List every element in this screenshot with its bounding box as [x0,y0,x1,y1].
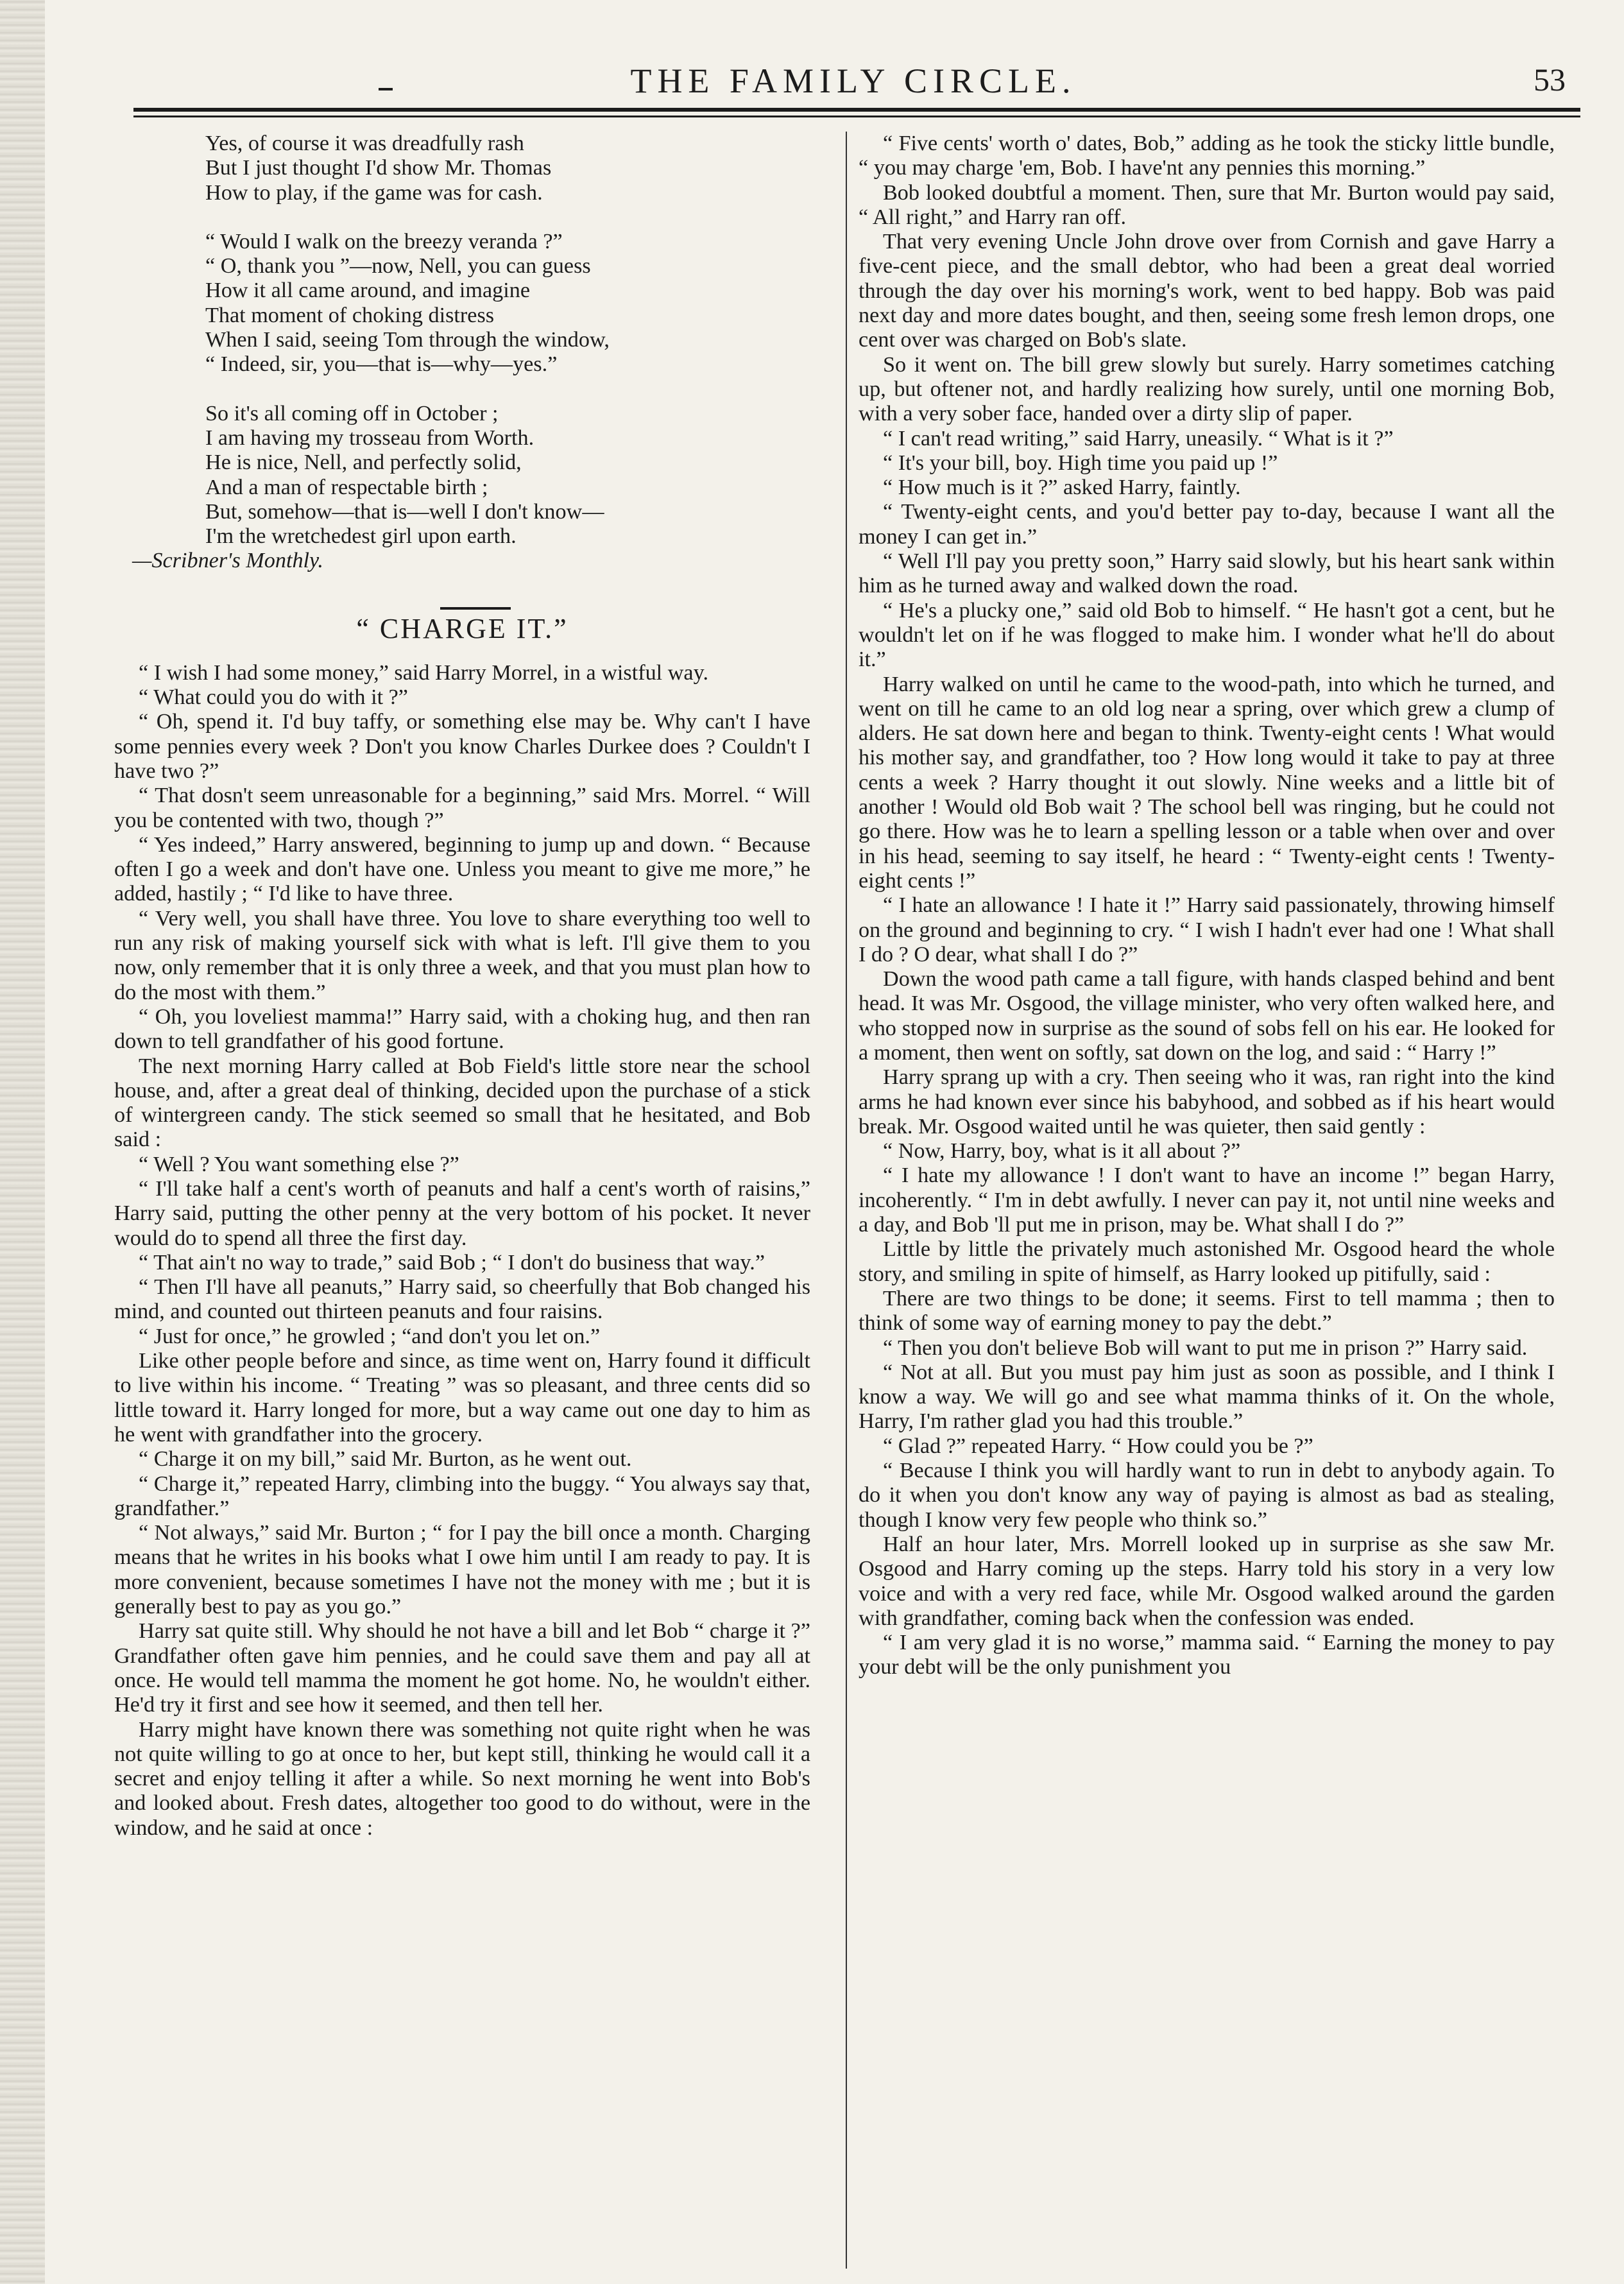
paragraph: That very evening Uncle John drove over from Cornish and gave Harry a five-cent piece, and the small debtor, who had been a great deal worried through the day over his morning's work, went to bed happy. Bob was paid next day and more dates bought, and then, seeing some fresh lemon drops, one cent over was charged on Bob's slate. [859,230,1555,352]
paragraph: “ Not always,” said Mr. Burton ; “ for I pay the bill once a month. Charging means that he writes in his books what I owe him until I am ready to pay. It is more convenient, because sometimes I have not the money with me ; but it is generally best to pay as you go.” [114,1521,810,1619]
page-header [128,61,1578,106]
paragraph: “ Glad ?” repeated Harry. “ How could you be ?” [883,1434,1313,1458]
poem-line: He is nice, Nell, and perfectly solid, [205,451,522,475]
poem-line: How it all came around, and imagine [205,279,531,303]
poem-line: I am having my trosseau from Worth. [205,425,534,450]
right-column [859,132,1555,1680]
poem-line: But, somehow—that is—well I don't know— [205,499,604,524]
paragraph: Half an hour later, Mrs. Morrell looked up in surprise as she saw Mr. Osgood and Harry coming up the steps. Harry told his story in a very low voice and with a very red face, while Mr. Osgood walked around the garden with grandfather, coming back when the confession was ended. [859,1532,1555,1630]
poem-line: I'm the wretchedest girl upon earth. [205,524,517,549]
paragraph: The next morning Harry called at Bob Field's little store near the school house, and, after a great deal of thinking, decided upon the purchase of a stick of wintergreen candy. The stick seemed so small that he hesitated, and Bob said : [114,1054,810,1152]
header-rule-thin [133,116,1580,117]
paragraph: “ Then you don't believe Bob will want to put me in prison ?” Harry said. [883,1335,1528,1360]
section-rule [440,607,511,610]
poem-line: “ O, thank you ”—now, Nell, you can guess [205,254,591,279]
poem-line: And a man of respectable birth ; [205,475,488,499]
paragraph: “ I'll take half a cent's worth of peanuts and half a cent's worth of raisins,” Harry said, putting the other penny at the very bottom of his pocket. It never would do to spend all three the first day. [114,1176,810,1250]
poem-line: So it's all coming off in October ; [205,401,499,425]
paragraph: “ Well ? You want something else ?” [139,1152,459,1176]
poem-stanza-2 [205,230,810,377]
paragraph: “ Well I'll pay you pretty soon,” Harry said slowly, but his heart sank within him as he turned away and walked down the road. [859,549,1555,598]
paragraph: “ Because I think you will hardly want to run in debt to anybody again. To do it when you don't know any way of paying is almost as bad as stealing, though I know very few people who think so.” [859,1459,1555,1532]
paragraph: Down the wood path came a tall figure, with hands clasped behind and bent head. It was Mr. Osgood, the village minister, who very often walked here, and who stopped now in surprise as the sound of sobs fell on his ear. He looked for a moment, then went on softly, sat down on the log, and said : “ Harry !” [859,967,1555,1065]
poem-line: When I said, seeing Tom through the window, [205,328,610,352]
paragraph: “ Not at all. But you must pay him just as soon as possible, and I think I know a way. We will go and see what mamma thinks of it. On the whole, Harry, I'm rather glad you had this trouble.” [859,1360,1555,1434]
header-rule-thick [133,108,1580,112]
paragraph: “ That dosn't seem unreasonable for a beginning,” said Mrs. Morrel. “ Will you be contented with two, though ?” [114,784,810,832]
story-heading: “ CHARGE IT.” [356,612,568,644]
paragraph: “ That ain't no way to trade,” said Bob ; “ I don't do business that way.” [139,1250,765,1275]
poem-line: Yes, of course it was dreadfully rash [205,132,524,155]
paragraph: There are two things to be done; it seems. First to tell mamma ; then to think of some way of earning money to pay the debt.” [859,1286,1555,1335]
paragraph: Harry sat quite still. Why should he not have a bill and let Bob “ charge it ?” Grandfather often gave him pennies, and he could save them and pay all at once. He would tell mamma the moment he got home. No, he wouldn't either. He'd try it first and see how it seemed, and then tell her. [114,1619,810,1717]
paragraph: “ I am very glad it is no worse,” mamma said. “ Earning the money to pay your debt will be the only punishment you [859,1631,1555,1679]
paragraph: “ I hate an allowance ! I hate it !” Harry said passionately, throwing himself on the ground and beginning to cry. “ I wish I hadn't ever had one ! What shall I do ? O dear, what shall I do ?” [859,893,1555,966]
paragraph: “ Charge it,” repeated Harry, climbing into the buggy. “ You always say that, grandfather.” [114,1472,810,1520]
book-binding-edge [0,0,45,2284]
poem-line: How to play, if the game was for cash. [205,180,543,205]
paragraph: “ How much is it ?” asked Harry, faintly. [883,476,1241,500]
poem-line: “ Would I walk on the breezy veranda ?” [205,229,563,253]
paragraph: “ Yes indeed,” Harry answered, beginning to jump up and down. “ Because often I go a week and don't have one. Unless you meant to give me more,” he added, hastily ; “ I'd like to have three. [114,832,810,906]
paragraph: “ He's a plucky one,” said old Bob to himself. “ He hasn't got a cent, but he wouldn't let on if he was flogged to make him. I wonder what he'll do about it.” [859,598,1555,672]
paragraph: So it went on. The bill grew slowly but surely. Harry sometimes catching up, but oftener not, and hardly realizing how surely, until one morning Bob, with a very sober face, handed over a dirty slip of paper. [859,352,1555,426]
paragraph: “ I hate my allowance ! I don't want to have an income !” began Harry, incoherently. “ I'm in debt awfully. I never can pay it, not until nine weeks and a day, and Bob 'll put me in prison, may be. What shall I do ?” [859,1163,1555,1237]
paragraph: “ I wish I had some money,” said Harry Morrel, in a wistful way. [139,660,709,685]
paragraph: “ Oh, you loveliest mamma!” Harry said, with a choking hug, and then ran down to tell grandfather of his good fortune. [114,1004,810,1054]
paragraph: “ Just for once,” he growled ; “and don't you let on.” [139,1324,601,1348]
paragraph: Like other people before and since, as time went on, Harry found it difficult to live within his income. “ Treating ” was so pleasant, and three cents did so little toward it. Harry longed for more, but a way came out one day to him as he went with grandfather into the grocery. [114,1349,810,1447]
poem-stanza-1 [205,132,810,205]
paragraph: Harry walked on until he came to the wood-path, into which he turned, and went on till he came to an old log near a spring, over which grew a clump of alders. He sat down here and began to think. Twenty-eight cents ! What would his mother say, and grandfather, too ? How long would it take to pay at three cents a week ? Harry thought it out slowly. Nine weeks and a little bit of another ! Would old Bob wait ? The school bell was ringing, but he could not go there. How was he to learn a spelling lesson or a table when over and over in his head, seeming to say itself, he heard : “ Twenty-eight cents ! Twenty-eight cents !” [859,672,1555,893]
paragraph: Harry sprang up with a cry. Then seeing who it was, ran right into the kind arms he had known ever since his babyhood, and sobbed as if his heart would break. Mr. Osgood waited until he was quieter, then said gently : [859,1065,1555,1138]
paragraph: “ Oh, spend it. I'd buy taffy, or something else may be. Why can't I have some pennies every week ? Don't you know Charles Durkee does ? Couldn't I have two ?” [114,710,810,783]
page-title: THE FAMILY CIRCLE. [630,62,1077,100]
poem-source: —Scribner's Monthly. [132,549,323,573]
paragraph: “ What could you do with it ?” [139,685,408,710]
left-column [114,132,810,1841]
paragraph: Bob looked doubtful a moment. Then, sure that Mr. Burton would pay said, “ All right,” and Harry ran off. [859,180,1555,229]
poem-stanza-3 [205,402,810,549]
paragraph: “ Then I'll have all peanuts,” Harry said, so cheerfully that Bob changed his mind, and counted out thirteen peanuts and four raisins. [114,1275,810,1324]
paragraph: “ It's your bill, boy. High time you paid up !” [883,451,1278,475]
column-divider [846,132,847,2269]
paragraph: “ Charge it on my bill,” said Mr. Burton, as he went out. [139,1447,632,1472]
page-number: 53 [1534,62,1566,98]
poem-line: That moment of choking distress [205,303,495,327]
paragraph: “ Very well, you shall have three. You love to share everything too well to run any risk of making yourself sick with what is left. I'll give them to you now, only remember that it is only three a week, and that you must plan how to do the most with them.” [114,906,810,1004]
paragraph: “ Now, Harry, boy, what is it all about ?” [883,1139,1241,1163]
paragraph: “ Twenty-eight cents, and you'd better pay to-day, because I want all the money I can get in.” [859,500,1555,549]
paragraph: “ I can't read writing,” said Harry, uneasily. “ What is it ?” [883,426,1394,451]
paragraph: Harry might have known there was something not quite right when he was not quite willing to go at once to her, but kept still, thinking he would call it a secret and enjoy telling it after a while. So next morning he went into Bob's and looked about. Fresh dates, altogether too good to do without, were in the window, and he said at once : [114,1717,810,1840]
paragraph: Little by little the privately much astonished Mr. Osgood heard the whole story, and smiling in spite of himself, as Harry looked up pitifully, said : [859,1237,1555,1286]
poem-line: But I just thought I'd show Mr. Thomas [205,156,552,180]
paragraph: “ Five cents' worth o' dates, Bob,” adding as he took the sticky little bundle, “ you may charge 'em, Bob. I have'nt any pennies this morning.” [859,132,1555,180]
poem-line: “ Indeed, sir, you—that is—why—yes.” [205,352,558,377]
